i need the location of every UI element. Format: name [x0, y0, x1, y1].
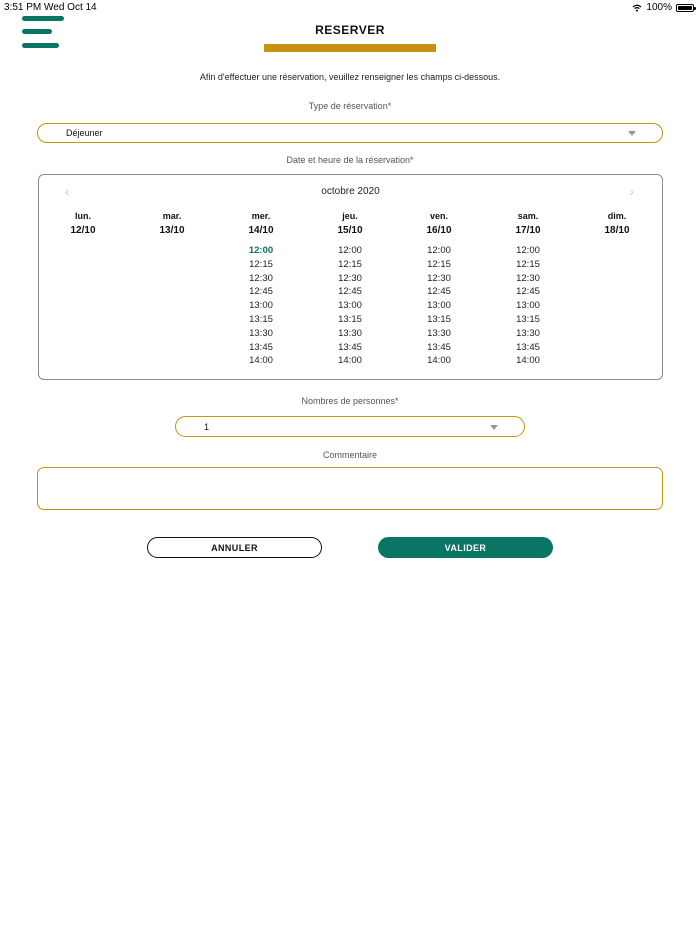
day-name: lun. — [75, 211, 91, 221]
time-slot[interactable]: 12:15 — [338, 258, 362, 270]
title-underline — [264, 44, 436, 52]
day-date: 17/10 — [515, 225, 541, 236]
persons-value: 1 — [204, 421, 210, 432]
day-column — [409, 211, 469, 368]
time-slot[interactable]: 13:00 — [338, 300, 362, 312]
day-column — [142, 211, 202, 244]
day-name: sam. — [517, 211, 539, 221]
time-slot-list — [231, 244, 291, 368]
battery-percent: 100% — [646, 2, 672, 13]
time-slot[interactable]: 14:00 — [338, 355, 362, 367]
day-date: 14/10 — [248, 225, 274, 236]
prev-week-button[interactable]: ‹ — [65, 183, 70, 199]
time-slot-list — [409, 244, 469, 368]
time-slot[interactable]: 12:30 — [427, 272, 451, 284]
time-slot[interactable]: 12:15 — [427, 258, 451, 270]
time-slot[interactable]: 14:00 — [427, 355, 451, 367]
calendar-month: octobre 2020 — [321, 186, 380, 197]
time-slot[interactable]: 12:00 — [338, 245, 362, 256]
comment-label: Commentaire — [322, 450, 378, 460]
time-slot[interactable]: 13:15 — [249, 313, 273, 325]
time-slot[interactable]: 12:30 — [516, 272, 540, 284]
wifi-icon — [632, 4, 642, 12]
battery-icon — [676, 4, 694, 12]
time-slot[interactable]: 13:45 — [516, 341, 540, 353]
day-date: 15/10 — [337, 225, 363, 236]
day-name: dim. — [607, 211, 627, 221]
time-slot[interactable]: 12:15 — [249, 258, 273, 270]
time-slot[interactable]: 13:30 — [516, 327, 540, 339]
time-slot[interactable]: 14:00 — [516, 355, 540, 367]
type-select[interactable] — [37, 123, 663, 143]
time-slot[interactable]: 12:30 — [249, 272, 273, 284]
chevron-down-icon — [628, 131, 636, 136]
time-slot-list — [498, 244, 558, 368]
time-slot[interactable]: 13:45 — [249, 341, 273, 353]
time-slot[interactable]: 13:00 — [249, 300, 273, 312]
time-slot[interactable]: 13:30 — [249, 327, 273, 339]
time-slot[interactable]: 13:15 — [516, 313, 540, 325]
status-bar — [0, 0, 700, 14]
time-slot[interactable]: 13:30 — [427, 327, 451, 339]
day-date: 16/10 — [426, 225, 452, 236]
time-slot[interactable]: 13:15 — [338, 313, 362, 325]
day-column — [53, 211, 113, 244]
day-name: mer. — [251, 211, 271, 221]
type-label: Type de réservation* — [308, 101, 392, 111]
time-slot[interactable]: 13:45 — [427, 341, 451, 353]
time-slot[interactable]: 12:45 — [516, 286, 540, 298]
time-slot[interactable]: 12:00 — [248, 245, 274, 256]
cancel-button[interactable]: ANNULER — [147, 537, 322, 558]
time-slot[interactable]: 13:00 — [427, 300, 451, 312]
type-value: Déjeuner — [66, 128, 103, 138]
day-name: ven. — [429, 211, 448, 221]
page-title: RESERVER — [315, 23, 385, 37]
persons-select[interactable] — [175, 416, 525, 437]
time-slot[interactable]: 12:45 — [338, 286, 362, 298]
time-slot[interactable]: 13:30 — [338, 327, 362, 339]
time-slot[interactable]: 13:00 — [516, 300, 540, 312]
time-slot[interactable]: 13:15 — [427, 313, 451, 325]
status-date: Wed Oct 14 — [44, 2, 97, 13]
day-column — [320, 211, 380, 368]
day-date: 12/10 — [70, 225, 96, 236]
status-right — [632, 2, 694, 13]
status-time: 3:51 PM — [4, 2, 42, 13]
time-slot[interactable]: 13:45 — [338, 341, 362, 353]
day-column — [587, 211, 647, 244]
day-name: jeu. — [342, 211, 358, 221]
day-column — [498, 211, 558, 368]
date-time-picker — [38, 174, 663, 380]
time-slot-list — [320, 244, 380, 368]
time-slot[interactable]: 12:30 — [338, 272, 362, 284]
time-slot[interactable]: 12:15 — [516, 258, 540, 270]
persons-label: Nombres de personnes* — [301, 396, 399, 406]
time-slot[interactable]: 12:00 — [516, 245, 540, 256]
time-slot[interactable]: 14:00 — [249, 355, 273, 367]
day-date: 18/10 — [604, 225, 630, 236]
day-name: mar. — [162, 211, 182, 221]
time-slot[interactable]: 12:00 — [427, 245, 451, 256]
day-date: 13/10 — [159, 225, 185, 236]
chevron-down-icon — [490, 425, 498, 430]
time-slot[interactable]: 12:45 — [249, 286, 273, 298]
next-week-button[interactable]: › — [629, 183, 634, 199]
intro-text: Afin d'effectuer une réservation, veuillez renseigner les champs ci-dessous. — [199, 72, 501, 82]
submit-button[interactable]: VALIDER — [378, 537, 553, 558]
day-column — [231, 211, 291, 368]
datetime-label: Date et heure de la réservation* — [286, 155, 414, 165]
comment-field[interactable] — [37, 467, 663, 510]
time-slot[interactable]: 12:45 — [427, 286, 451, 298]
